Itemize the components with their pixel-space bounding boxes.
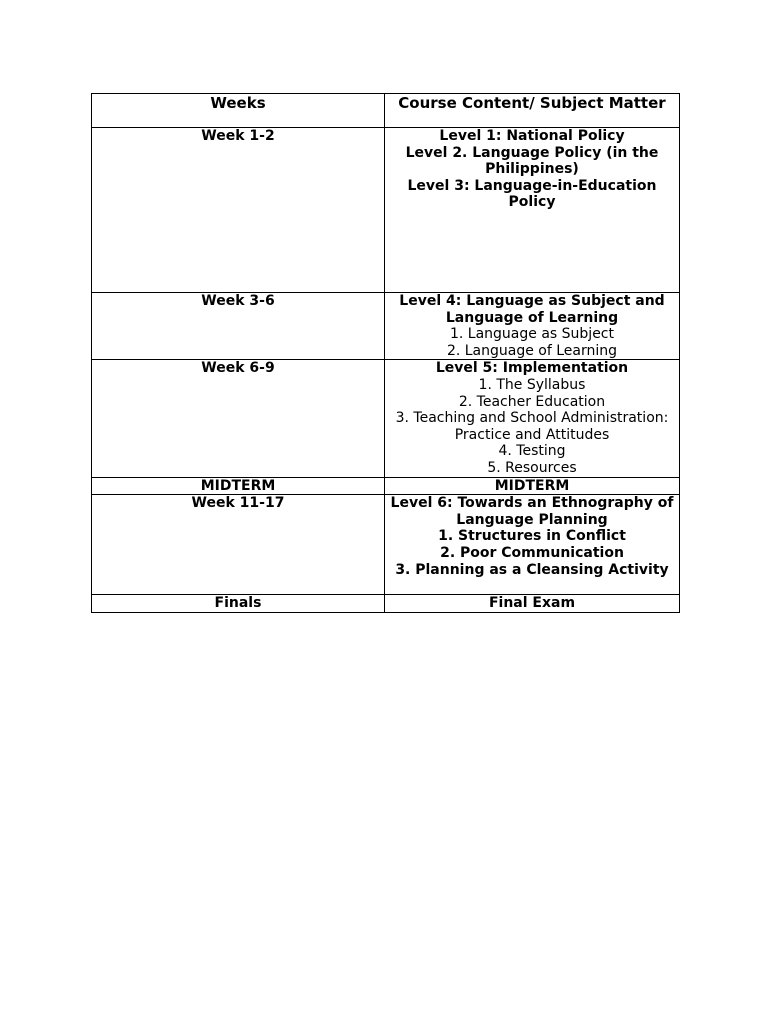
week-label: Week 1-2	[201, 128, 275, 144]
content-line: Level 5: Implementation	[435, 360, 629, 377]
week-label: Week 6-9	[201, 360, 275, 377]
table-row	[92, 293, 680, 360]
content-cell	[385, 595, 680, 613]
content-cell	[385, 128, 680, 293]
header-course-content: Course Content/ Subject Matter	[385, 94, 680, 128]
content-line: 2. Language of Learning	[446, 342, 618, 359]
content-line: 1. The Syllabus	[478, 376, 586, 393]
week-label: Week 11-17	[191, 495, 285, 512]
week-cell	[92, 293, 385, 360]
header-weeks: Weeks	[92, 94, 385, 128]
week-label: MIDTERM	[200, 477, 276, 494]
content-cell	[385, 495, 680, 595]
content-line: MIDTERM	[494, 477, 570, 494]
content-line: 3. Teaching and School Administration: Practice and Attitudes	[395, 410, 669, 443]
content-line: Final Exam	[488, 595, 576, 612]
content-line: 2. Poor Communication	[440, 544, 624, 561]
content-cell	[385, 360, 680, 477]
table-row	[92, 595, 680, 613]
content-line: Level 4: Language as Subject and Language of Learning	[399, 293, 665, 326]
content-line: 3. Planning as a Cleansing Activity	[395, 561, 669, 578]
content-cell	[385, 293, 680, 360]
week-label: Finals	[214, 595, 262, 612]
content-line: 1. Structures in Conflict	[438, 528, 626, 545]
week-cell	[92, 128, 385, 293]
table-row	[92, 477, 680, 495]
content-line: 5. Resources	[487, 459, 577, 476]
content-line: Level 2. Language Policy (in the Philippines)	[405, 144, 659, 178]
week-label: Week 3-6	[201, 293, 275, 309]
content-line: Level 1: National Policy	[439, 128, 625, 144]
content-line: 2. Teacher Education	[458, 393, 606, 410]
content-cell	[385, 477, 680, 495]
content-line: Level 3: Language-in-Education Policy	[407, 177, 657, 211]
week-cell	[92, 495, 385, 595]
content-line: Level 6: Towards an Ethnography of Language Planning	[390, 495, 674, 528]
week-cell	[92, 595, 385, 613]
content-line: 4. Testing	[498, 443, 566, 460]
week-cell	[92, 477, 385, 495]
week-cell	[92, 360, 385, 477]
table-row	[92, 128, 680, 293]
content-line: 1. Language as Subject	[449, 326, 614, 343]
table-row	[92, 360, 680, 477]
table-header-row	[92, 94, 680, 128]
course-content-table	[91, 93, 680, 613]
table-row	[92, 495, 680, 595]
